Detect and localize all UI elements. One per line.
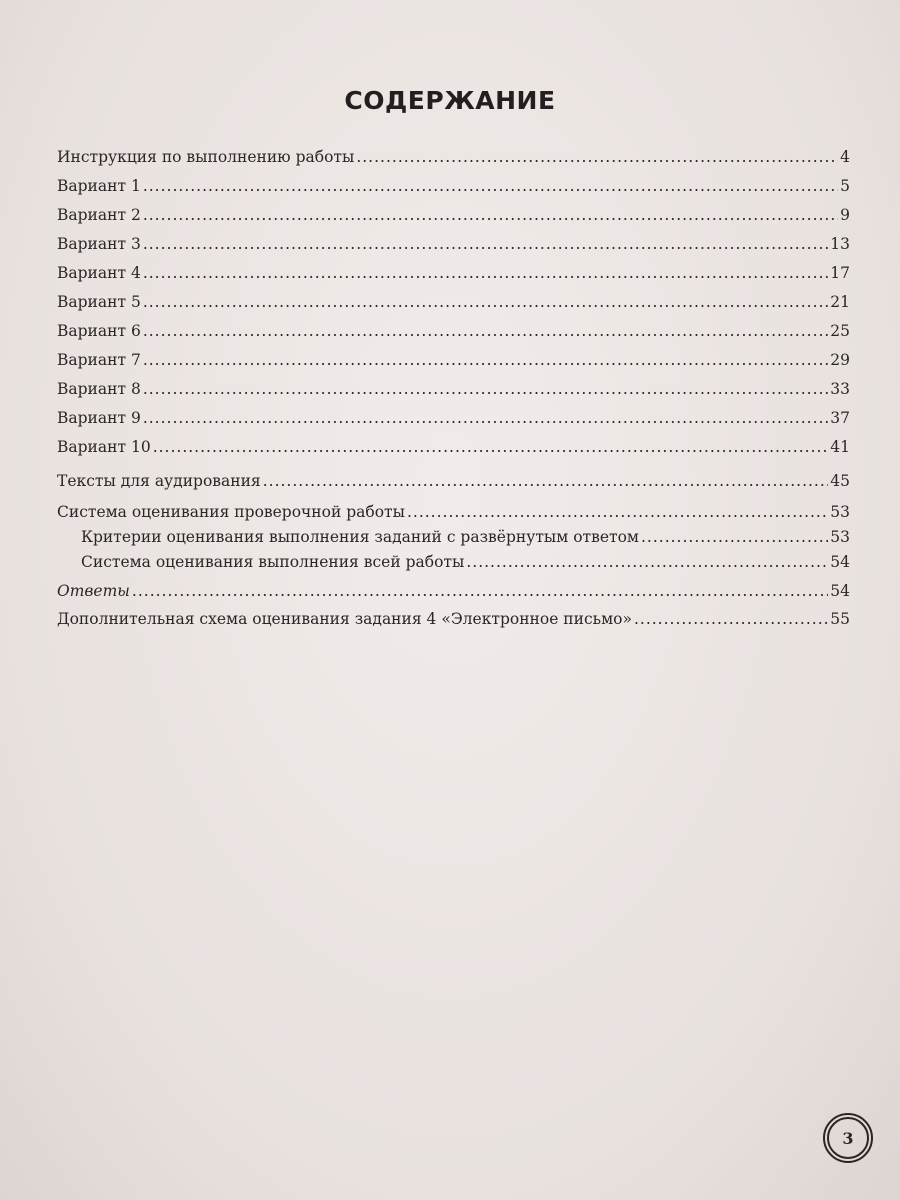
leader-dots: [143, 380, 828, 398]
leader-dots: [143, 206, 838, 224]
toc-entry-page: 21: [830, 293, 850, 311]
leader-dots: [143, 409, 828, 427]
toc-entry[interactable]: [57, 264, 850, 288]
toc-entry-label: Вариант 8: [57, 380, 141, 398]
toc-entry-page: 45: [830, 472, 850, 490]
toc-entry-page: 17: [830, 264, 850, 282]
toc-entry[interactable]: [57, 148, 850, 172]
toc-entry[interactable]: [57, 206, 850, 230]
leader-dots: [466, 553, 828, 571]
toc-entry-label: Вариант 1: [57, 177, 141, 195]
toc-entry-label: Дополнительная схема оценивания задания 4 «Электронное письмо»: [57, 610, 632, 628]
toc-entry-page: 33: [830, 380, 850, 398]
toc-entry-page: 5: [840, 177, 850, 195]
toc-entry-label: Вариант 2: [57, 206, 141, 224]
toc-entry-label: Вариант 6: [57, 322, 141, 340]
toc-entry-page: 53: [830, 528, 850, 546]
leader-dots: [263, 472, 829, 490]
toc-entry-page: 13: [830, 235, 850, 253]
toc-entry-label: Вариант 10: [57, 438, 151, 456]
toc-entry-label: Вариант 4: [57, 264, 141, 282]
toc-entry-label: Система оценивания выполнения всей работы: [81, 553, 465, 571]
toc-entry[interactable]: [57, 322, 850, 346]
toc-entry[interactable]: [57, 503, 850, 527]
leader-dots: [641, 528, 828, 546]
toc-entry-label: Инструкция по выполнению работы: [57, 148, 355, 166]
page-number-badge: 3: [823, 1113, 873, 1163]
toc-subentry[interactable]: [81, 528, 850, 552]
leader-dots: [143, 264, 828, 282]
leader-dots: [634, 610, 828, 628]
leader-dots: [407, 503, 828, 521]
toc-entry[interactable]: [57, 409, 850, 433]
toc-entry-label: Критерии оценивания выполнения заданий с развёрнутым ответом: [81, 528, 639, 546]
toc-entry[interactable]: [57, 235, 850, 259]
leader-dots: [143, 235, 828, 253]
leader-dots: [143, 293, 828, 311]
toc-entry-page: 29: [830, 351, 850, 369]
toc-entry-label: Система оценивания проверочной работы: [57, 503, 405, 521]
toc-entry-page: 41: [830, 438, 850, 456]
toc-entry-page: 9: [840, 206, 850, 224]
leader-dots: [132, 582, 828, 600]
leader-dots: [143, 177, 838, 195]
toc-entry-page: 4: [840, 148, 850, 166]
toc-subentry[interactable]: [81, 553, 850, 577]
toc-entry[interactable]: [57, 610, 850, 634]
toc-entry-label: Тексты для аудирования: [57, 472, 261, 490]
leader-dots: [153, 438, 829, 456]
leader-dots: [143, 322, 828, 340]
toc-entry-label: Вариант 3: [57, 235, 141, 253]
toc-entry-label: Вариант 9: [57, 409, 141, 427]
toc-entry-page: 54: [830, 553, 850, 571]
toc-entry[interactable]: [57, 177, 850, 201]
toc-entry[interactable]: [57, 351, 850, 375]
toc-entry-page: 54: [830, 582, 850, 600]
page-title: СОДЕРЖАНИЕ: [344, 86, 556, 115]
leader-dots: [356, 148, 838, 166]
toc-entry[interactable]: [57, 438, 850, 462]
toc-entry-page: 55: [830, 610, 850, 628]
leader-dots: [143, 351, 828, 369]
toc-entry-label: Вариант 7: [57, 351, 141, 369]
toc-entry-label: Ответы: [57, 582, 130, 600]
toc-entry-page: 53: [830, 503, 850, 521]
toc-entry-page: 37: [830, 409, 850, 427]
toc-entry[interactable]: [57, 582, 850, 606]
toc-entry-label: Вариант 5: [57, 293, 141, 311]
toc-entry[interactable]: [57, 293, 850, 317]
toc-entry[interactable]: [57, 380, 850, 404]
toc-entry[interactable]: [57, 472, 850, 496]
toc-entry-page: 25: [830, 322, 850, 340]
